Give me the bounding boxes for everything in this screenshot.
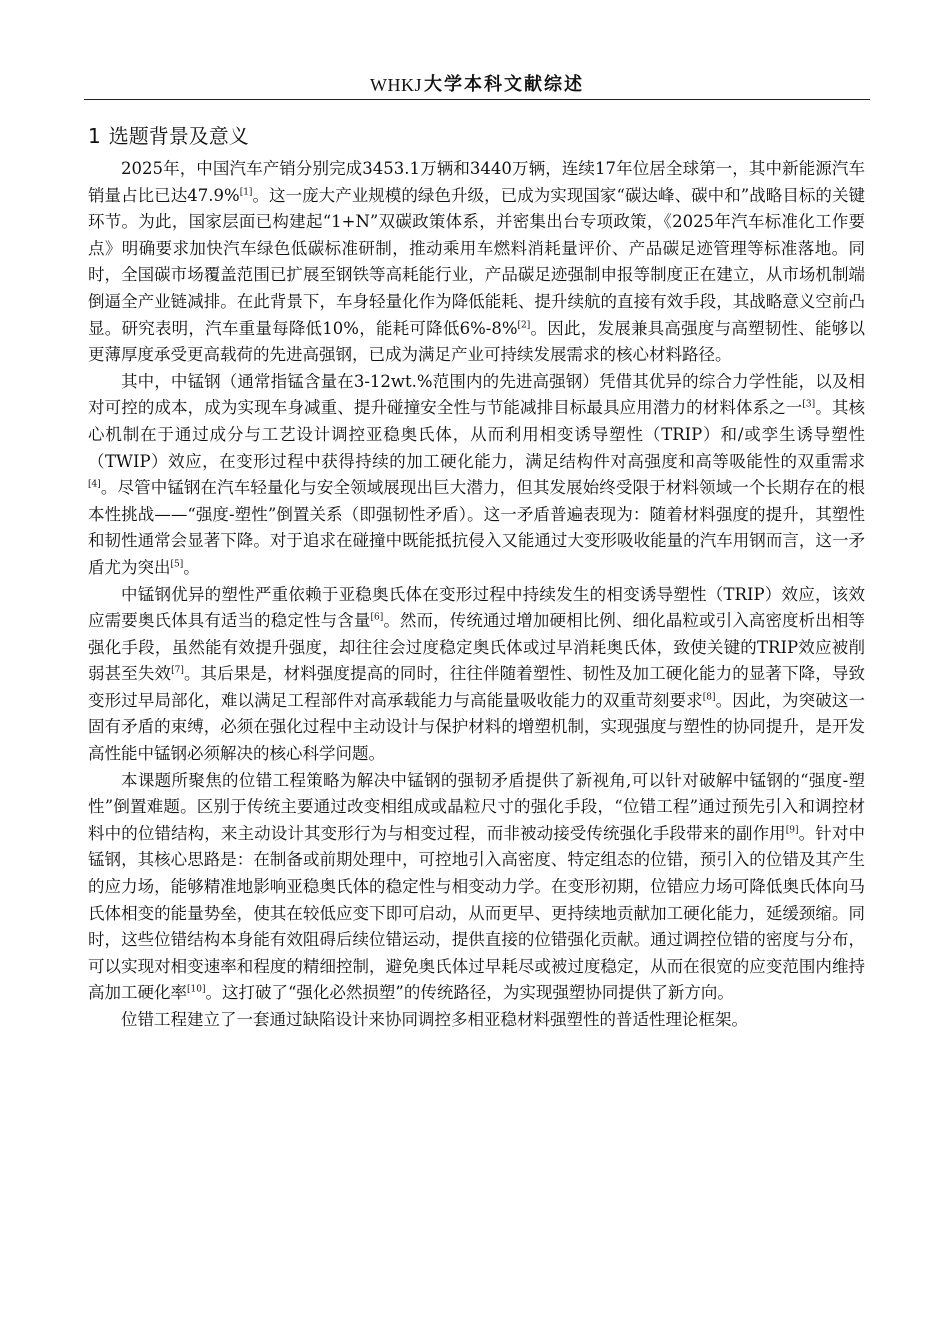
citation-ref: [3] [802,399,816,410]
citation-ref: [7] [171,665,184,676]
text-run: 。因此，为突破这一固有矛盾的束缚，必须在强化过程中主动设计与保护材料的增塑机制，实现强度与塑性的协同提升，是开发高性能中锰钢必须解决的核心科学问题。 [88,690,866,764]
text-run: 。针对中锰钢，其核心思路是：在制备或前期处理中，可控地引入高密度、特定组态的位错，预引入的位错及其产生的应力场，能够精准地影响亚稳奥氏体的稳定性与相变动力学。在变形初期，位错应力场可降低奥氏体向马氏体相变的能量势垒，使其在较低应变下即可启动，从而更早、更持续地贡献加工硬化能力，延缓颈缩。同时，这些位错结构本身能有效阻碍后续位错运动，提供直接的位错强化贡献。通过调控位错的密度与分布，可以实现对相变速率和程度的精细控制，避免奥氏体过早耗尽或被过度稳定，从而在很宽的应变范围内维持高加工硬化率 [88,823,866,1003]
header-title: 大学本科文献综述 [424,74,584,95]
text-run: 。因此，发展兼具高强度与高塑韧性、能够以更薄厚度承受更高载荷的先进高强钢，已成为满足产业可持续发展需求的核心材料路径。 [88,318,865,365]
text-run: 。其后果是，材料强度提高的同时，往往伴随着塑性、韧性及加工硬化能力的显著下降，导致变形过早局部化，难以满足工程部件对高承载能力与高能量吸收能力的双重苛刻要求 [88,664,866,710]
text-run: 本课题所聚焦的位错工程策略为解决中锰钢的强韧矛盾提供了新视角,可以针对破解中锰钢的“强度-塑性”倒置难题。区别于传统主要通过改变相组成或晶粒尺寸的强化手段，“位错工程”通过预先引入和调控材料中的位错结构，来主动设计其变形行为与相变过程，而非被动接受传统强化手段带来的副作用 [88,770,865,843]
text-run: 位错工程建立了一套通过缺陷设计来协同调控多相亚稳材料强塑性的普适性理论框架。 [121,1010,748,1029]
text-run: 。 [183,557,200,577]
citation-ref: [4] [88,479,101,490]
paragraph [88,156,865,369]
text-run: 中锰钢优异的塑性严重依赖于亚稳奥氏体在变形过程中持续发生的相变诱导塑性（TRIP）效应，该效应需要奥氏体具有适当的稳定性与含量 [88,584,865,631]
page-header [84,72,870,100]
text-run: 其中，中锰钢（通常指锰含量在3-12wt.%范围内的先进高强钢）凭借其优异的综合力学性能，以及相对可控的成本，成为实现车身减重、提升碰撞安全性与节能减排目标最具应用潜力的材料体系之一 [88,371,865,418]
text-run: 。尽管中锰钢在汽车轻量化与安全领域展现出巨大潜力，但其发展始终受限于材料领域一个长期存在的根本性挑战——“强度-塑性”倒置关系（即强韧性矛盾）。这一矛盾普遍表现为：随着材料强度的提升，其塑性和韧性通常会显著下降。对于追求在碰撞中既能抵抗侵入又能通过大变形吸收能量的汽车用钢而言，这一矛盾尤为突出 [88,478,865,577]
citation-ref: [2] [517,320,531,331]
text-run: 。这一庞大产业规模的绿色升级，已成为实现国家“碳达峰、碳中和”战略目标的关键环节。为此，国家层面已构建起“1+N”双碳政策体系，并密集出台专项政策，《2025年汽车标准化工作要点》明确要求加快汽车绿色低碳标准研制，推动乘用车燃料消耗量评价、产品碳足迹管理等标准落地。同时，全国碳市场覆盖范围已扩展至钢铁等高耗能行业，产品碳足迹强制申报等制度正在建立，从市场机制端倒逼全产业链减排。在此背景下，车身轻量化作为降低能耗、提升续航的直接有效手段，其战略意义空前凸显。研究表明，汽车重量每降低10%，能耗可降低6%-8% [88,185,865,338]
text-run: 。其核心机制在于通过成分与工艺设计调控亚稳奥氏体，从而利用相变诱导塑性（TRIP）和/或孪生诱导塑性（TWIP）效应，在变形过程中获得持续的加工硬化能力，满足结构件对高强度和高等吸能性的双重需求 [88,398,866,471]
citation-ref: [10] [187,984,206,995]
text-run: 2025年，中国汽车产销分别完成3453.1万辆和3440万辆，连续17年位居全球第一，其中新能源汽车销量占比已达47.9% [88,159,865,205]
citation-ref: [1] [239,187,253,198]
section-title: 选题背景及意义 [108,124,249,148]
paragraph [88,369,865,582]
citation-ref: [5] [170,559,184,570]
body-text [88,156,865,1034]
section-number: 1 [88,124,101,148]
citation-ref: [8] [702,692,716,703]
text-run: 。这打破了“强化必然损塑”的传统路径，为实现强塑协同提供了新方向。 [205,983,734,1003]
paragraph [88,1007,865,1034]
paragraph [88,582,865,768]
text-run: 。然而，传统通过增加硬相比例、细化晶粒或引入高密度析出相等强化手段，虽然能有效提升强度，却往往会过度稳定奥氏体或过早消耗奥氏体，致使关键的TRIP效应被削弱甚至失效 [88,611,866,684]
citation-ref: [9] [785,825,799,836]
citation-ref: [6] [370,612,384,623]
paragraph [88,768,865,1007]
header-school: WHKJ [370,75,422,95]
section-heading [88,123,249,149]
